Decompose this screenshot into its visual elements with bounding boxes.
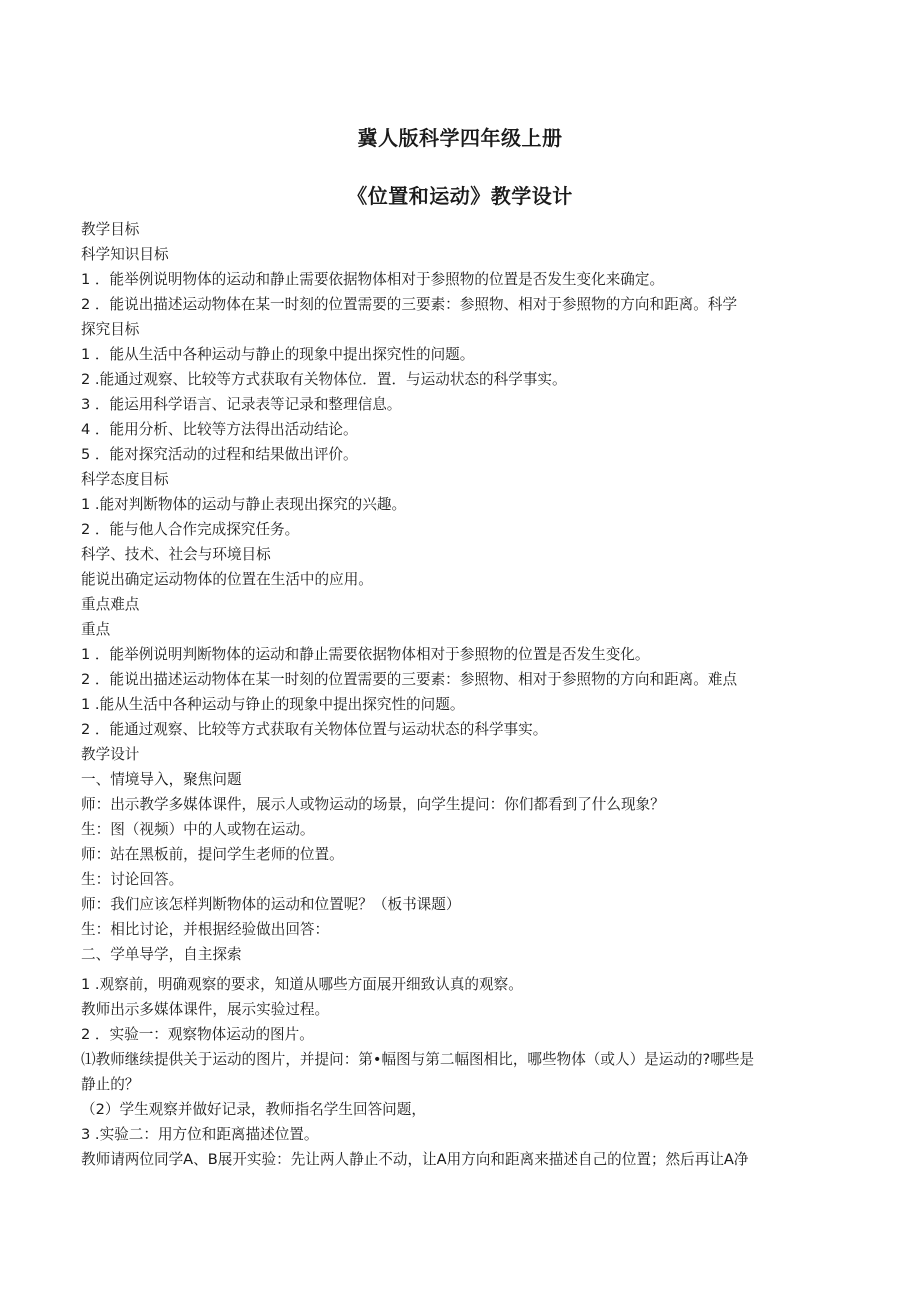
text-line: 师：出示教学多媒体课件，展示人或物运动的场景，向学生提问：你们都看到了什么现象？ xyxy=(81,796,665,813)
text-line: 3 .实验二：用方位和距离描述位置。 xyxy=(81,1126,319,1143)
text-line: 探究目标 xyxy=(81,321,140,338)
text-line: 师：站在黑板前，提问学生老师的位置。 xyxy=(81,846,344,863)
text-line: 静止的？ xyxy=(81,1076,140,1093)
heading-section-1: 一、情境导入，聚焦问题 xyxy=(81,771,242,788)
text-line: ⑴教师继续提供关于运动的图片，并提问：第•幅图与第二幅图相比，哪些物体（或人）是运动的?哪些是 xyxy=(81,1051,755,1068)
text-line: 生：图（视频）中的人或物在运动。 xyxy=(81,821,315,838)
text-line: 2 .能通过观察、比较等方式获取有关物体位．置．与运动状态的科学事实。 xyxy=(81,371,567,388)
text-line: 1 .观察前，明确观察的要求，知道从哪些方面展开细致认真的观察。 xyxy=(81,976,523,993)
heading-key-points: 重点难点 xyxy=(81,596,140,613)
text-line: 2 ．实验一：观察物体运动的图片。 xyxy=(81,1026,314,1043)
text-line: 1 .能从生活中各种运动与铮止的现象中提出探究性的问题。 xyxy=(81,696,465,713)
text-line: 1 ．能从生活中各种运动与静止的现象中提出探究性的问题。 xyxy=(81,346,475,363)
text-line: 1 ．能举例说明判断物体的运动和静止需要依据物体相对于参照物的位置是否发生变化。 xyxy=(81,646,650,663)
text-line: 5 ．能对探究活动的过程和结果做出评价。 xyxy=(81,446,358,463)
heading-attitude-goals: 科学态度目标 xyxy=(81,471,169,488)
heading-sts-goals: 科学、技术、社会与环境目标 xyxy=(81,546,271,563)
text-line: 教师出示多媒体课件，展示实验过程。 xyxy=(81,1001,330,1018)
text-line: 2 ．能说出描述运动物体在某一时刻的位置需要的三要素：参照物、相对于参照物的方向和距离。难点 xyxy=(81,671,738,688)
heading-teaching-design: 教学设计 xyxy=(81,746,140,763)
text-line: （2）学生观察并做好记录，教师指名学生回答问题， xyxy=(81,1101,426,1118)
text-line: 3 ．能运用科学语言、记录表等记录和整理信息。 xyxy=(81,396,402,413)
document-subtitle: 《位置和运动》教学设计 xyxy=(347,184,573,208)
heading-teaching-goals: 教学目标 xyxy=(81,221,140,238)
text-line: 师：我们应该怎样判断物体的运动和位置呢？（板书课题） xyxy=(81,896,461,913)
heading-focus: 重点 xyxy=(81,621,111,638)
document-body xyxy=(81,217,841,1172)
heading-knowledge-goals: 科学知识目标 xyxy=(81,246,169,263)
text-line: 4 ．能用分析、比较等方法得出活动结论。 xyxy=(81,421,358,438)
text-line: 生：相比讨论，并根据经验做出回答： xyxy=(81,921,330,938)
text-line: 2 ．能说出描述运动物体在某一时刻的位置需要的三要素：参照物、相对于参照物的方向和距离。科学 xyxy=(81,296,738,313)
heading-section-2: 二、学单导学，自主探索 xyxy=(81,946,242,963)
text-line: 生：讨论回答。 xyxy=(81,871,184,888)
text-line: 2 ．能通过观察、比较等方式获取有关物体位置与运动状态的科学事实。 xyxy=(81,721,548,738)
text-line: 1 .能对判断物体的运动与静止表现出探究的兴趣。 xyxy=(81,496,407,513)
document-title: 冀人版科学四年级上册 xyxy=(357,126,563,150)
text-line: 教师请两位同学A、B展开实验：先让两人静止不动，让A用方向和距离来描述自己的位置；然后再让A净 xyxy=(81,1151,749,1168)
text-line: 能说出确定运动物体的位置在生活中的应用。 xyxy=(81,571,373,588)
text-line: 2 ．能与他人合作完成探究任务。 xyxy=(81,521,300,538)
text-line: 1 ．能举例说明物体的运动和静止需要依据物体相对于参照物的位置是否发生变化来确定。 xyxy=(81,271,665,288)
